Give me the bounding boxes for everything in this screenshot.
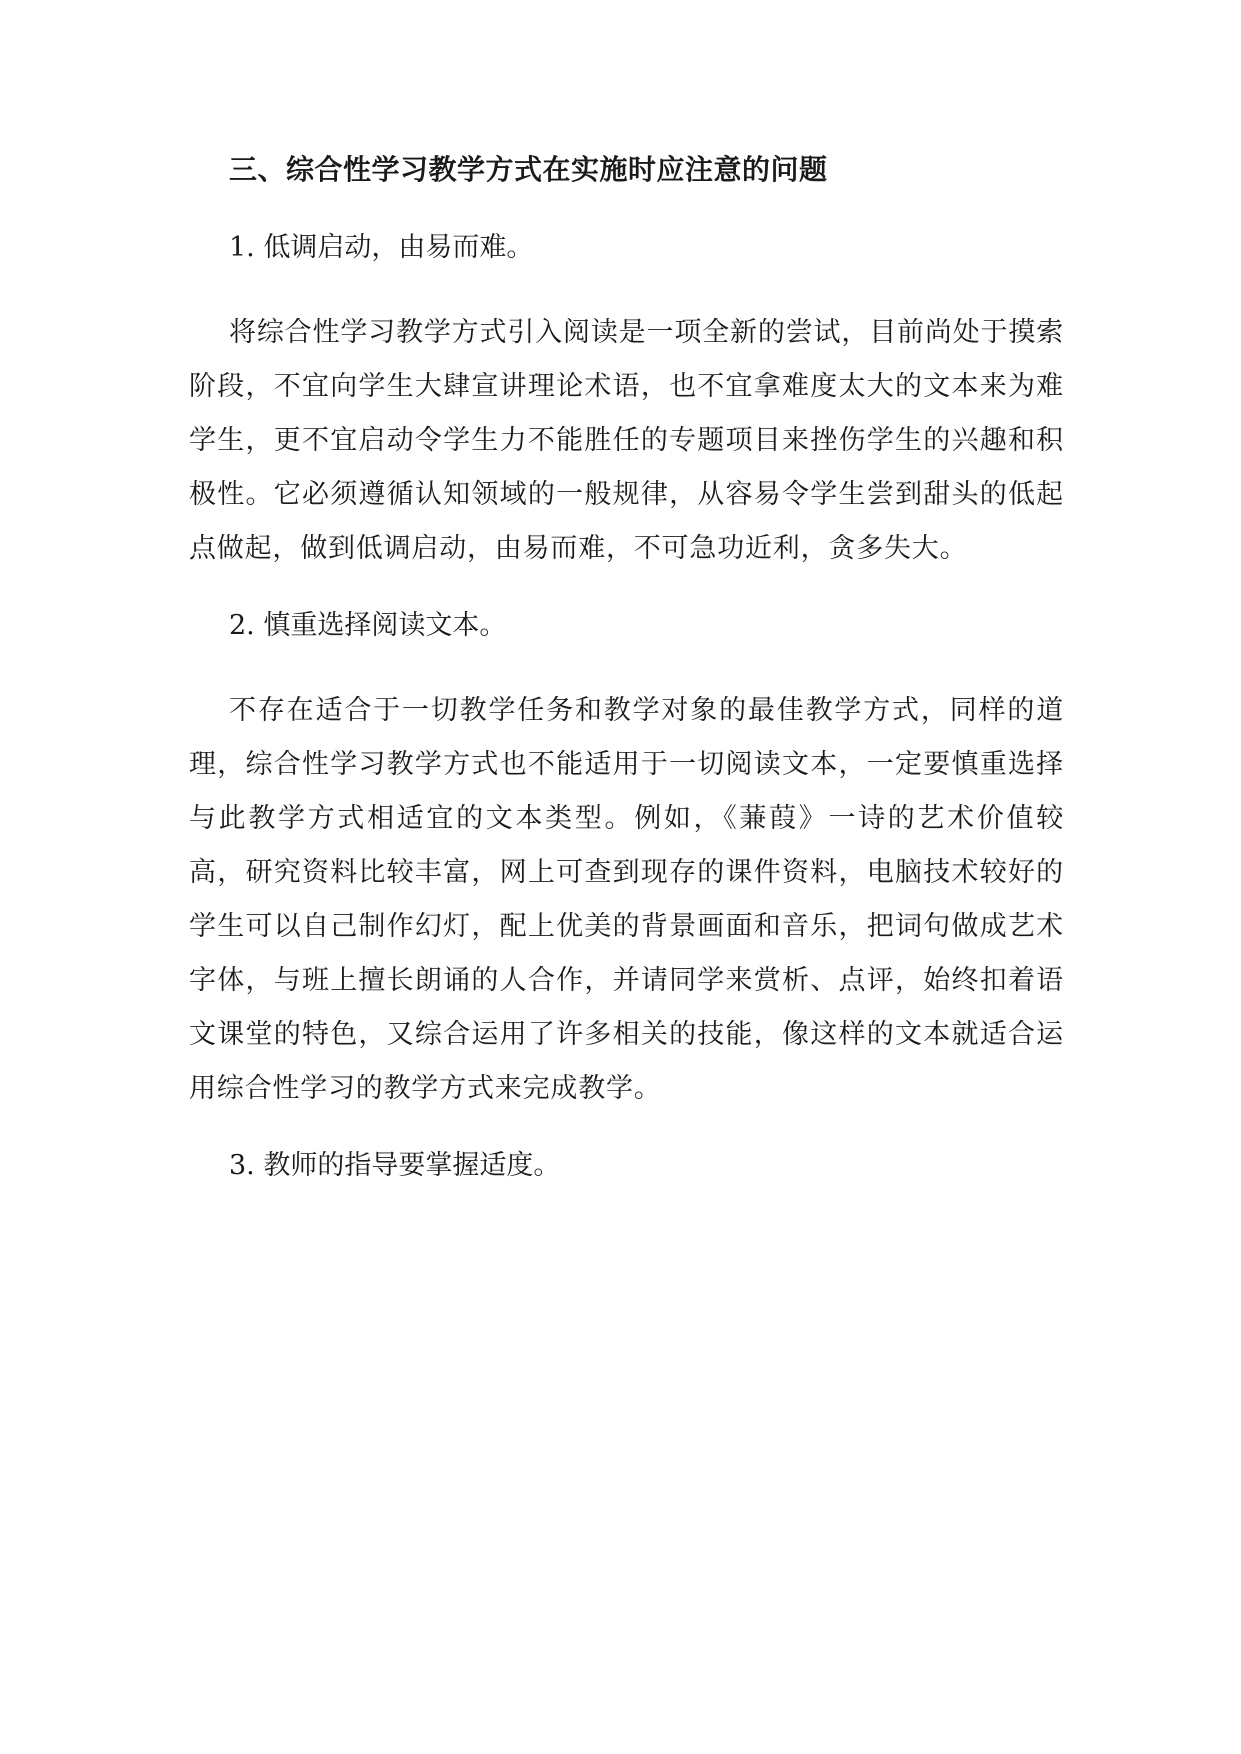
subheading-3: 3. 教师的指导要掌握适度。	[229, 1150, 561, 1181]
paragraph-2: 不存在适合于一切教学任务和教学对象的最佳教学方式，同样的道理，综合性学习教学方式也不能适用于一切阅读文本，一定要慎重选择与此教学方式相适宜的文本类型。例如，《蒹葭》一诗的艺术价值较高，研究资料比较丰富，网上可查到现存的课件资料，电脑技术较好的学生可以自己制作幻灯，配上优美的背景画面和音乐，把词句做成艺术字体，与班上擅长朗诵的人合作，并请同学来赏析、点评，始终扣着语文课堂的特色，又综合运用了许多相关的技能，像这样的文本就适合运用综合性学习的教学方式来完成教学。	[189, 695, 1064, 1104]
document-body	[189, 150, 1064, 1224]
section-heading: 三、综合性学习教学方式在实施时应注意的问题	[229, 153, 828, 186]
subheading-1: 1. 低调启动，由易而难。	[229, 232, 534, 263]
paragraph-1: 将综合性学习教学方式引入阅读是一项全新的尝试，目前尚处于摸索阶段，不宜向学生大肆宣讲理论术语，也不宜拿难度太大的文本来为难学生，更不宜启动令学生力不能胜任的专题项目来挫伤学生的兴趣和积极性。它必须遵循认知领域的一般规律，从容易令学生尝到甜头的低起点做起，做到低调启动，由易而难，不可急功近利，贪多失大。	[189, 317, 1064, 564]
subheading-2: 2. 慎重选择阅读文本。	[229, 610, 507, 641]
